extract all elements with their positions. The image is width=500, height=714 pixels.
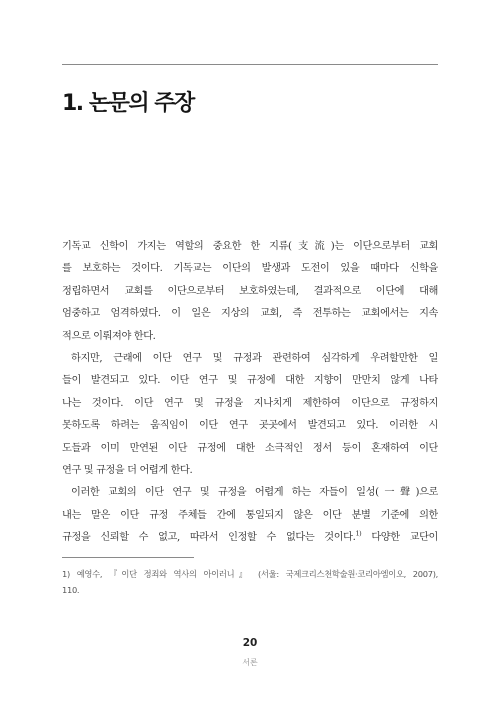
footnote-line: 110. bbox=[62, 585, 80, 595]
text-segment: 다양한 교단이 bbox=[371, 532, 438, 544]
text-segment: 규정을 신뢰할 수 없고, 따라서 인정할 수 없다는 것이다. bbox=[62, 532, 356, 544]
text-line-with-footnote bbox=[62, 527, 438, 549]
running-footer-section: 서론 bbox=[242, 658, 258, 667]
chapter-title: 1. 논문의 주장 bbox=[62, 91, 194, 116]
text-line: 들이 발견되고 있다. 이단 연구 및 규정에 대한 지향이 만만치 않게 나타 bbox=[62, 375, 438, 387]
text-line: 하지만, 근래에 이단 연구 및 규정과 관련하여 심각하게 우려할만한 일 bbox=[71, 352, 438, 364]
footnote-divider bbox=[62, 557, 194, 558]
text-line: 이러한 교회의 이단 연구 및 규정을 어렵게 하는 자들이 일성(一聲)으로 bbox=[71, 487, 438, 499]
body-text bbox=[62, 236, 438, 549]
text-line: 내는 말은 이단 규정 주체들 간에 통일되지 않은 이단 분별 기준에 의한 bbox=[62, 509, 438, 521]
text-line: 를 보호하는 것이다. 기독교는 이단의 발생과 도전이 있을 때마다 신학을 bbox=[62, 263, 438, 275]
top-divider bbox=[62, 64, 438, 65]
text-line: 엄중하고 엄격하였다. 이 일은 지상의 교회, 즉 전투하는 교회에서는 지속 bbox=[62, 308, 438, 320]
footnote bbox=[62, 566, 438, 598]
footnote-reference[interactable]: 1) bbox=[355, 529, 362, 538]
text-line: 도들과 이미 만연된 이단 규정에 대한 소극적인 정서 등이 혼재하여 이단 bbox=[62, 442, 438, 454]
footnote-line: 1) 예영수, 『이단 정죄와 역사의 아이러니』 (서울: 국제크리스천학술원·코리아엠이오, 2007), bbox=[62, 569, 438, 579]
text-line: 나는 것이다. 이단 연구 및 규정을 지나치게 제한하여 이단으로 규정하지 bbox=[62, 397, 438, 409]
text-line: 기독교 신학이 가지는 역할의 중요한 한 지류(支流)는 이단으로부터 교회 bbox=[62, 241, 438, 252]
text-line: 정립하면서 교회를 이단으로부터 보호하였는데, 결과적으로 이단에 대해 bbox=[62, 285, 438, 297]
text-line: 적으로 이뤄져야 한다. bbox=[62, 330, 156, 342]
page-number: 20 bbox=[242, 637, 258, 649]
text-line: 못하도록 하려는 움직임이 이단 연구 곳곳에서 발견되고 있다. 이러한 시 bbox=[62, 420, 438, 432]
text-line: 연구 및 규정을 더 어렵게 한다. bbox=[62, 464, 193, 476]
